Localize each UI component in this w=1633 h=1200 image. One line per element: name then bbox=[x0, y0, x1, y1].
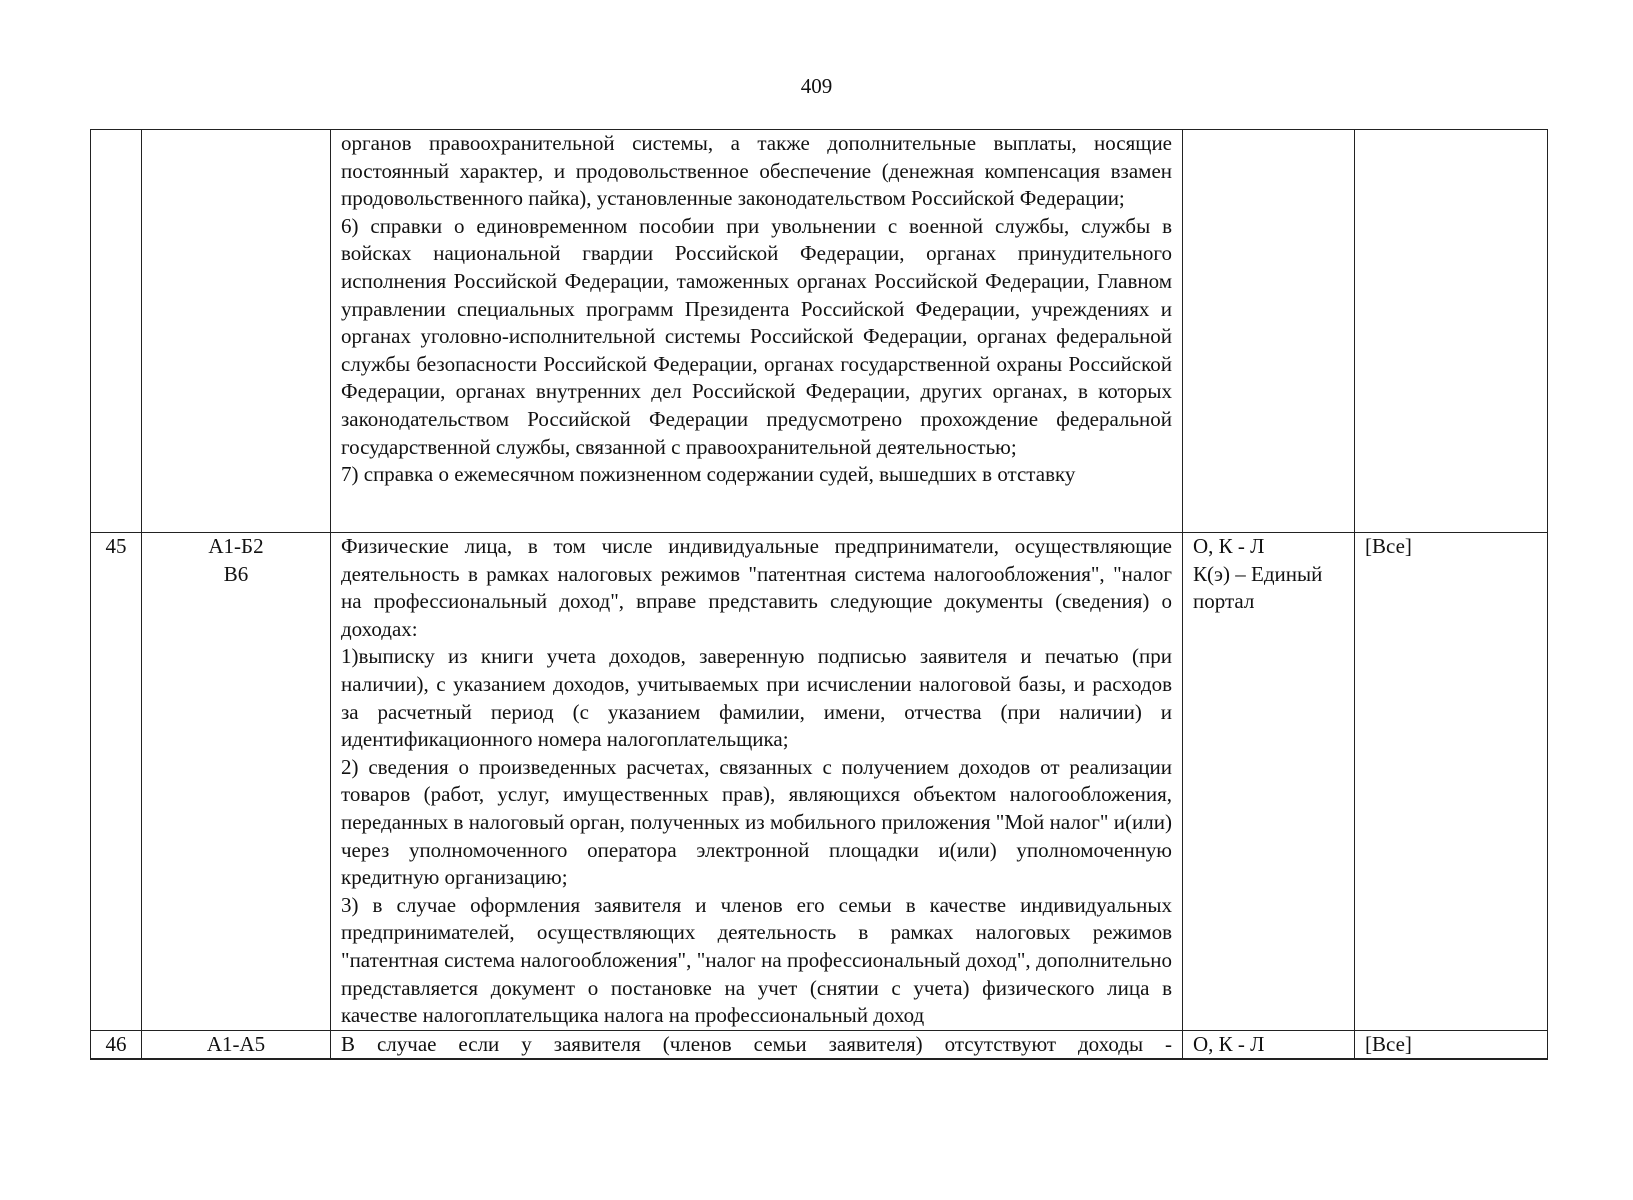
row-number-cell bbox=[91, 130, 142, 533]
document-text-cell bbox=[331, 533, 1183, 1031]
page-number: 409 bbox=[800, 74, 833, 98]
submission-form-cell bbox=[1183, 130, 1355, 533]
row-code bbox=[142, 533, 331, 1031]
row-code-line: А1-Б2 bbox=[208, 534, 264, 558]
text-paragraph: 3) в случае оформления заявителя и членов его семьи в качестве индивидуальных предпринимателей, осуществляющих деятельность в рамках налоговых режимов "патентная система налогообложения", "налог на профессиональный доход", дополнительно представляется документ о постановке на учет (снятии с учета) физического лица в качестве налогоплательщика налога на профессиональный доход bbox=[341, 892, 1172, 1028]
text-paragraph: органов правоохранительной системы, а также дополнительные выплаты, носящие постоянный характер, и продовольственное обеспечение (денежная компенсация взамен продовольственного пайка), установленные законодательством Российской Федерации; bbox=[341, 131, 1172, 211]
text-paragraph: 7) справка о ежемесячном пожизненном содержании судей, вышедших в отставку bbox=[341, 462, 1076, 487]
table-row-46 bbox=[91, 1030, 1548, 1059]
submission-form bbox=[1183, 533, 1355, 1031]
submission-form-line: О, К - Л bbox=[1193, 534, 1265, 558]
document-text-cell: В случае если у заявителя (членов семьи заявителя) отсутствуют доходы - bbox=[331, 1030, 1183, 1059]
text-paragraph: 2) сведения о произведенных расчетах, связанных с получением доходов от реализации товаров (работ, услуг, имущественных прав), являющихся объектом налогообложения, переданных в налоговый орган, полученных из мобильного приложения "Мой налог" и(или) через уполномоченного оператора электронной площадки и(или) уполномоченную кредитную организацию; bbox=[341, 754, 1172, 890]
document-table bbox=[90, 129, 1548, 1060]
submission-form-line: К(э) – Единый bbox=[1193, 561, 1323, 586]
row-code-line: В6 bbox=[223, 561, 249, 586]
submission-form-line: портал bbox=[1193, 589, 1255, 614]
applicant-group-cell bbox=[1355, 130, 1548, 533]
row-number: 46 bbox=[91, 1030, 142, 1059]
text-paragraph: Физические лица, в том числе индивидуальные предприниматели, осуществляющие деятельность в рамках налоговых режимов "патентная система налогообложения", "налог на профессиональный доход", вправе представить следующие документы (сведения) о доходах: bbox=[341, 534, 1172, 641]
submission-form: О, К - Л bbox=[1183, 1030, 1355, 1059]
row-number: 45 bbox=[91, 533, 142, 1031]
text-paragraph: 1)выписку из книги учета доходов, заверенную подписью заявителя и печатью (при наличии), с указанием доходов, учитываемых при исчислении налоговой базы, и расходов за расчетный период (с указанием фамилии, имени, отчества (при наличии) и идентификационного номера налогоплательщика; bbox=[341, 644, 1172, 752]
table-row-continuation bbox=[91, 130, 1548, 533]
table-row-45 bbox=[91, 533, 1548, 1031]
row-code: А1-А5 bbox=[142, 1030, 331, 1059]
applicant-group: [Все] bbox=[1355, 1030, 1548, 1059]
row-code-cell bbox=[142, 130, 331, 533]
text-paragraph: 6) справки о единовременном пособии при увольнении с военной службы, службы в войсках национальной гвардии Российской Федерации, органах принудительного исполнения Российской Федерации, таможенных органах Российской Федерации, Главном управлении специальных программ Президента Российской Федерации, учреждениях и органах уголовно-исполнительной системы Российской Федерации, органах федеральной службы безопасности Российской Федерации, органах государственной охраны Российской Федерации, органах внутренних дел Российской Федерации, других органах, в которых законодательством Российской Федерации предусмотрено прохождение федеральной государственной службы, связанной с правоохранительной деятельностью; bbox=[341, 213, 1172, 459]
applicant-group: [Все] bbox=[1355, 533, 1548, 1031]
document-text-cell bbox=[331, 130, 1183, 533]
